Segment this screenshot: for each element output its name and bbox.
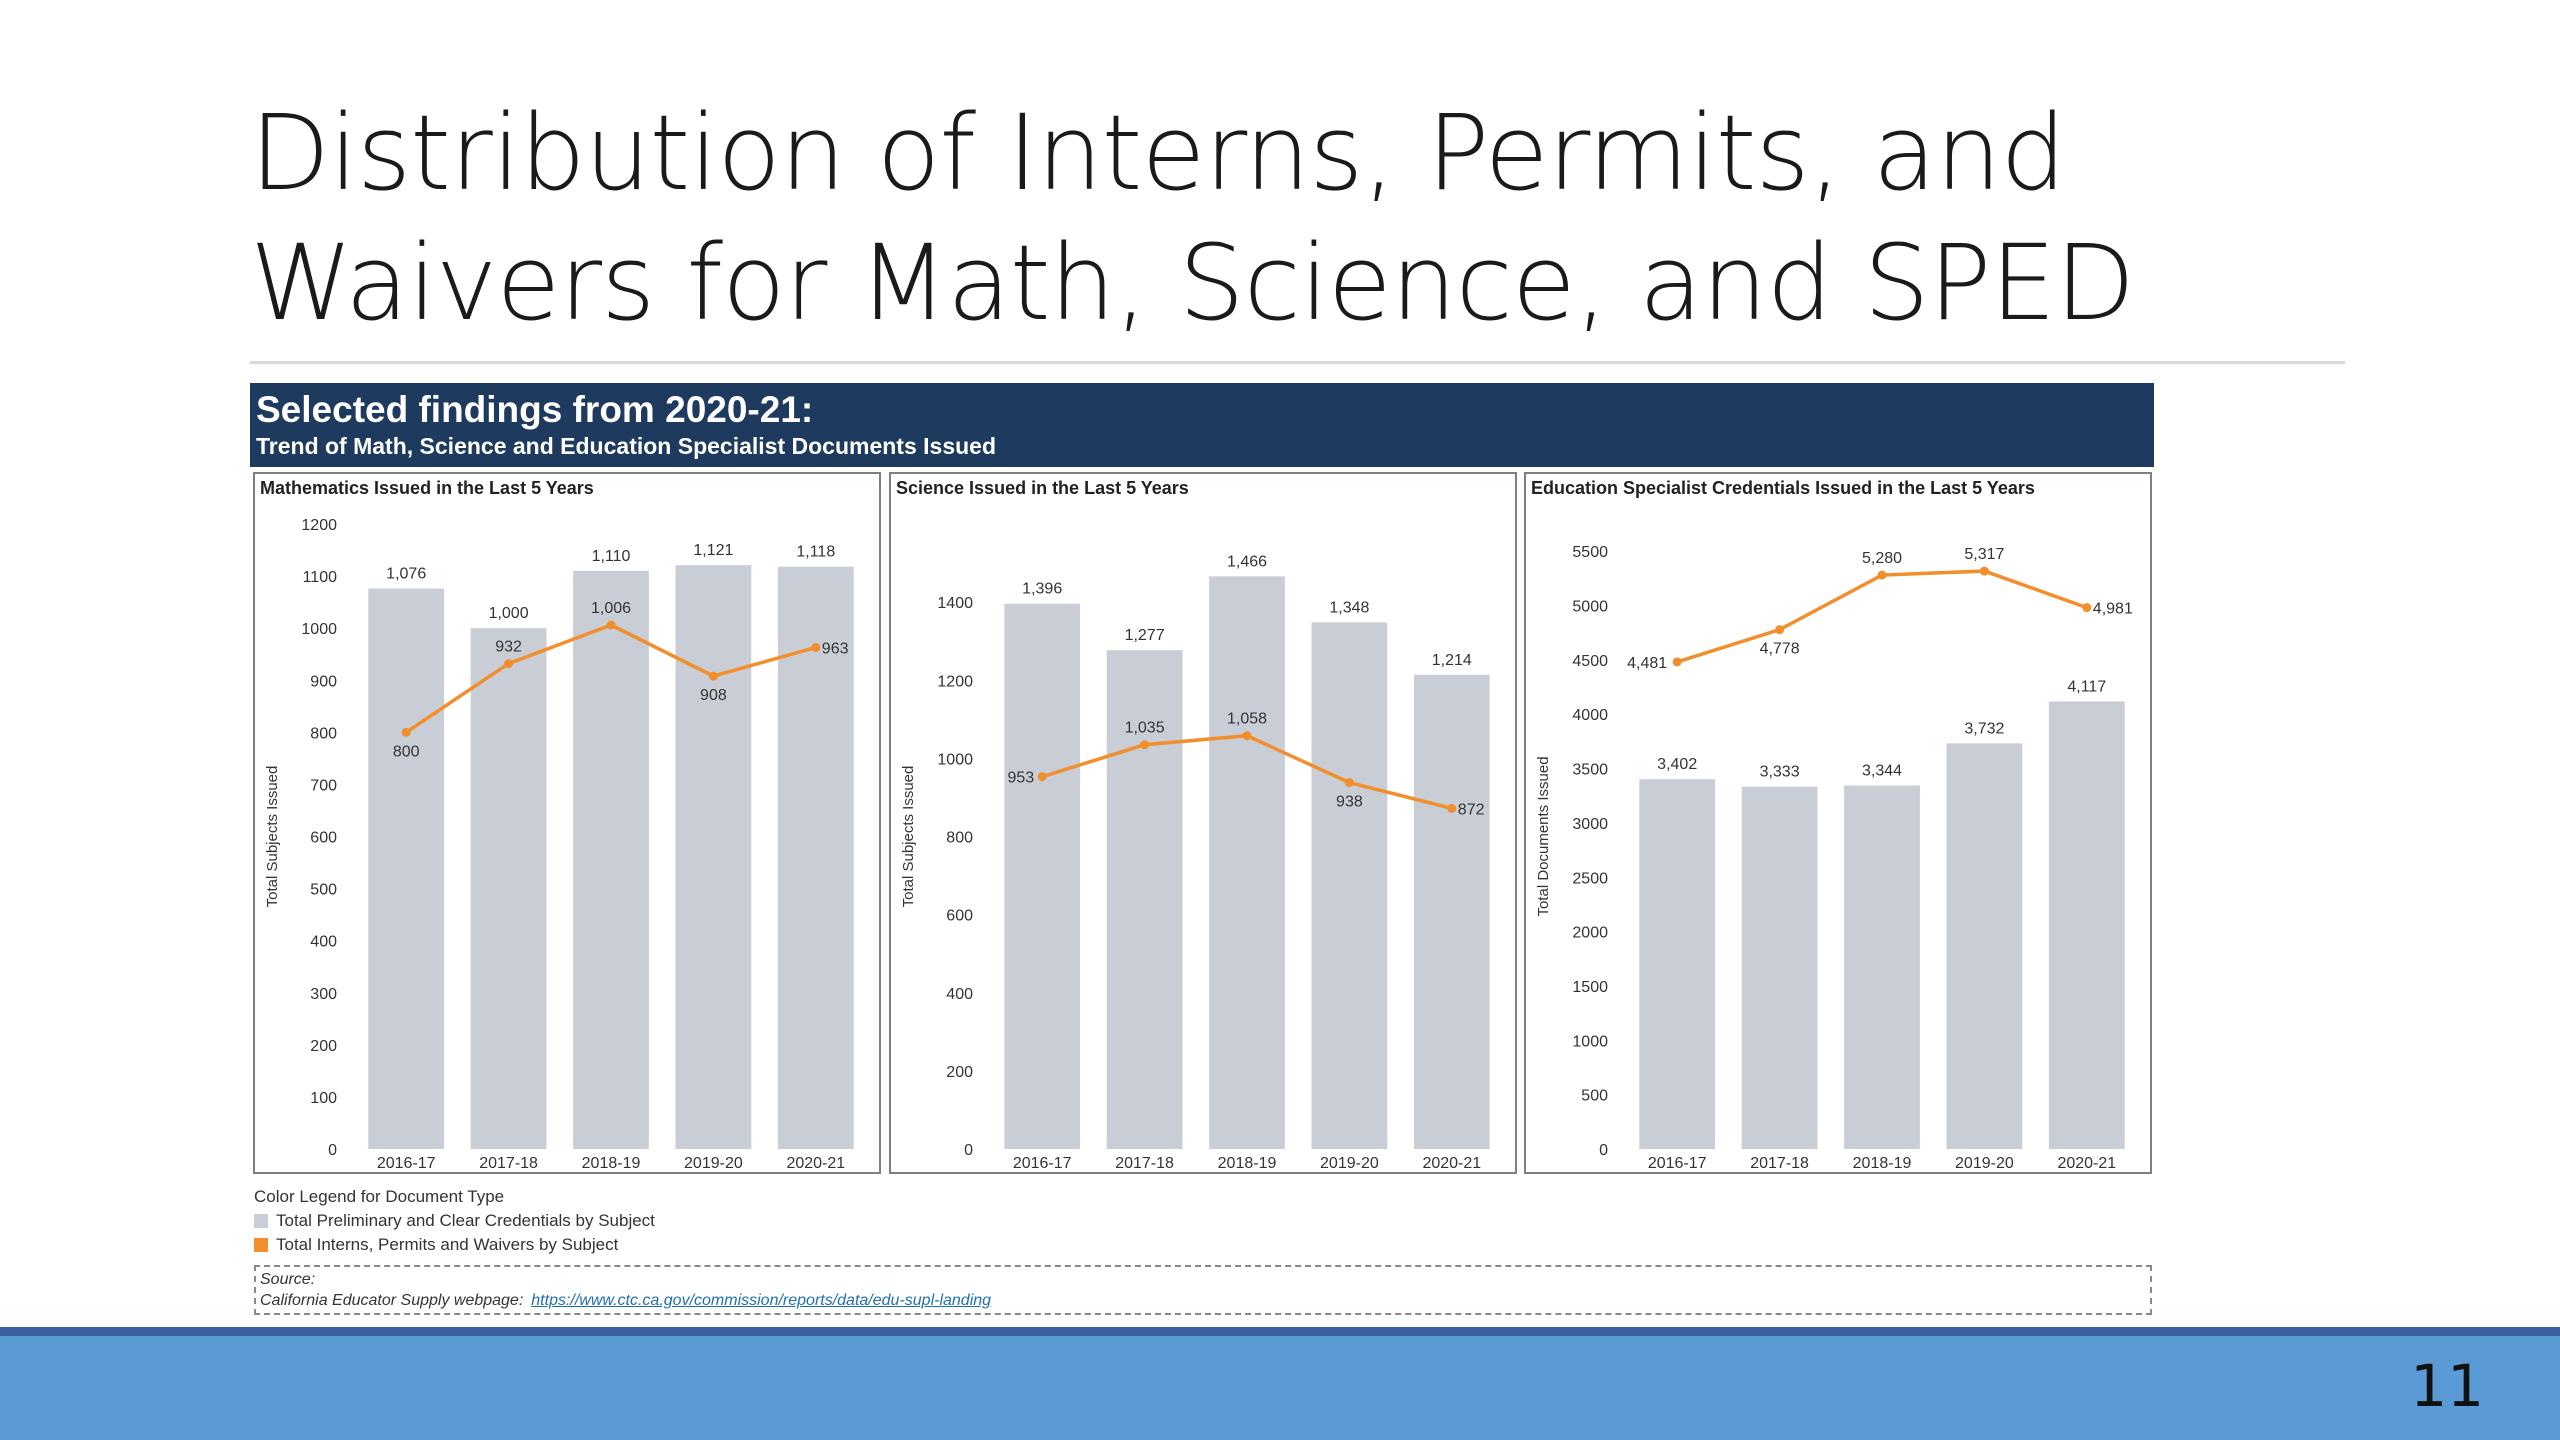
y-tick-label: 4500: [1572, 652, 1608, 670]
y-tick-label: 600: [310, 829, 337, 847]
y-tick-label: 3500: [1572, 761, 1608, 779]
legend-swatch-gray: [254, 1214, 268, 1228]
bar: [1414, 675, 1490, 1149]
color-legend: [254, 1185, 655, 1257]
findings-subtitle: Trend of Math, Science and Education Specialist Documents Issued: [256, 433, 996, 459]
x-tick-label: 2019-20: [684, 1155, 743, 1172]
y-tick-label: 400: [946, 985, 973, 1003]
page-number: 11: [2410, 1352, 2484, 1420]
x-tick-label: 2016-17: [1012, 1155, 1072, 1172]
bar: [1209, 576, 1285, 1149]
y-tick-label: 1400: [937, 595, 973, 613]
bar: [368, 589, 444, 1149]
x-tick-label: 2018-19: [1217, 1155, 1277, 1172]
y-axis-label: Total Documents Issued: [1535, 756, 1552, 917]
x-tick-label: 2016-17: [376, 1155, 436, 1172]
line-data-label: 938: [1336, 793, 1363, 811]
line-data-label: 4,481: [1627, 654, 1668, 672]
footer-divider: [0, 1327, 2560, 1336]
math-chart-panel: [253, 472, 881, 1174]
x-tick-label: 2017-18: [1115, 1155, 1174, 1172]
x-tick-label: 2019-20: [1320, 1155, 1379, 1172]
line-point: [1345, 778, 1354, 787]
line-point: [504, 659, 513, 668]
x-tick-label: 2016-17: [1647, 1155, 1707, 1172]
slide-title-line-1: Distribution of Interns, Permits, and: [250, 92, 2066, 214]
y-tick-label: 300: [310, 985, 337, 1003]
bar: [1639, 779, 1715, 1149]
y-tick-label: 2000: [1572, 924, 1608, 942]
bar-data-label: 3,732: [1964, 720, 2005, 738]
source-label: Source:: [260, 1271, 316, 1288]
line-data-label: 953: [1007, 769, 1035, 787]
science-chart-panel: [889, 472, 1517, 1174]
legend-swatch-orange: [254, 1238, 268, 1252]
y-tick-label: 1000: [1572, 1033, 1608, 1051]
line-data-label: 872: [1457, 801, 1485, 819]
line-point: [1140, 740, 1149, 749]
bar-data-label: 1,110: [591, 547, 631, 565]
y-tick-label: 400: [310, 933, 337, 951]
bar-data-label: 1,118: [796, 543, 836, 561]
line-data-label: 4,778: [1759, 640, 1800, 658]
y-tick-label: 700: [310, 777, 337, 795]
y-tick-label: 800: [310, 725, 337, 743]
bar: [1312, 622, 1388, 1149]
bar: [1004, 604, 1080, 1149]
y-tick-label: 2500: [1572, 870, 1608, 888]
y-tick-label: 3000: [1572, 815, 1608, 833]
line-point: [811, 643, 820, 652]
line-data-label: 800: [392, 743, 420, 761]
bar: [1742, 787, 1818, 1149]
line-point: [709, 672, 718, 681]
y-tick-label: 1000: [937, 751, 973, 769]
line-point: [1980, 567, 1989, 576]
y-tick-label: 900: [310, 673, 337, 691]
x-tick-label: 2020-21: [1422, 1155, 1482, 1172]
x-tick-label: 2020-21: [2057, 1155, 2117, 1172]
bar-data-label: 1,348: [1329, 599, 1370, 617]
chart-svg: [891, 474, 1515, 1172]
slide-title: [250, 88, 2350, 348]
bar-data-label: 1,121: [693, 542, 734, 560]
y-tick-label: 1200: [301, 517, 337, 534]
legend-label-interns: Total Interns, Permits and Waivers by Subject: [276, 1235, 619, 1254]
legend-item-interns: [254, 1233, 655, 1257]
line-point: [1447, 804, 1456, 813]
y-tick-label: 500: [310, 881, 337, 899]
line-point: [1243, 731, 1252, 740]
y-tick-label: 5000: [1572, 598, 1608, 616]
y-tick-label: 200: [946, 1063, 973, 1081]
line-data-label: 908: [700, 687, 727, 705]
y-tick-label: 500: [1581, 1087, 1608, 1105]
series-line: [1677, 571, 2087, 662]
legend-title: Color Legend for Document Type: [254, 1187, 505, 1206]
line-point: [1038, 772, 1047, 781]
chart-title: Mathematics Issued in the Last 5 Years: [260, 478, 594, 498]
y-axis-label: Total Subjects Issued: [264, 765, 281, 908]
y-tick-label: 100: [310, 1089, 337, 1107]
y-tick-label: 1000: [301, 621, 337, 639]
chart-svg: [255, 474, 879, 1172]
line-data-label: 963: [821, 640, 849, 658]
line-point: [607, 621, 616, 630]
x-tick-label: 2019-20: [1955, 1155, 2014, 1172]
findings-header: [250, 383, 2154, 467]
x-tick-label: 2017-18: [1750, 1155, 1809, 1172]
bar: [573, 571, 649, 1149]
y-tick-label: 5500: [1572, 544, 1608, 562]
bar-data-label: 4,117: [2067, 678, 2107, 696]
line-point: [1878, 571, 1887, 580]
bar-data-label: 1,000: [488, 605, 529, 623]
bar-data-label: 3,333: [1759, 763, 1800, 781]
legend-label-credentials: Total Preliminary and Clear Credentials by Subject: [276, 1211, 655, 1230]
y-tick-label: 0: [328, 1142, 337, 1159]
bar-data-label: 1,214: [1431, 651, 1472, 669]
x-tick-label: 2017-18: [479, 1155, 538, 1172]
y-tick-label: 200: [310, 1037, 337, 1055]
x-tick-label: 2018-19: [1852, 1155, 1912, 1172]
line-data-label: 5,280: [1861, 550, 1903, 568]
line-data-label: 932: [495, 638, 522, 656]
bar-data-label: 1,396: [1022, 580, 1063, 598]
bar: [1844, 786, 1920, 1149]
source-box: [254, 1265, 2152, 1315]
bar: [2049, 702, 2125, 1150]
bar-data-label: 1,277: [1124, 627, 1165, 645]
line-data-label: 1,035: [1124, 719, 1165, 737]
bar-data-label: 1,076: [386, 565, 427, 583]
y-tick-label: 600: [946, 907, 973, 925]
bar: [676, 565, 752, 1149]
legend-item-credentials: [254, 1209, 655, 1233]
x-tick-label: 2020-21: [786, 1155, 846, 1172]
line-data-label: 4,981: [2092, 600, 2133, 618]
chart-title: Science Issued in the Last 5 Years: [896, 478, 1189, 498]
line-point: [1775, 625, 1784, 634]
y-tick-label: 1500: [1572, 978, 1608, 996]
title-divider: [250, 361, 2345, 364]
chart-svg: [1526, 474, 2150, 1172]
y-tick-label: 0: [964, 1142, 973, 1159]
bar-data-label: 1,466: [1226, 553, 1268, 571]
bar-data-label: 3,344: [1861, 762, 1903, 780]
source-text: California Educator Supply webpage:: [260, 1292, 524, 1309]
line-data-label: 1,006: [590, 600, 632, 618]
slide-title-line-2: Waivers for Math, Science, and SPED: [250, 222, 2135, 344]
sped-chart-panel: [1524, 472, 2152, 1174]
line-data-label: 1,058: [1226, 710, 1268, 728]
line-data-label: 5,317: [1964, 546, 2005, 564]
bar: [471, 628, 547, 1149]
x-tick-label: 2018-19: [581, 1155, 641, 1172]
y-tick-label: 4000: [1572, 707, 1608, 725]
y-axis-label: Total Subjects Issued: [900, 765, 917, 908]
footer-band: [0, 1336, 2560, 1440]
line-point: [1673, 657, 1682, 666]
line-point: [402, 728, 411, 737]
y-tick-label: 800: [946, 829, 973, 847]
y-tick-label: 1100: [302, 569, 337, 587]
source-link[interactable]: https://www.ctc.ca.gov/commission/reports/data/edu-supl-landing: [531, 1292, 992, 1309]
y-tick-label: 0: [1599, 1142, 1608, 1159]
findings-title: Selected findings from 2020-21:: [256, 389, 814, 430]
bar-data-label: 3,402: [1657, 756, 1698, 774]
bar: [1947, 743, 2023, 1149]
y-tick-label: 1200: [937, 673, 973, 691]
chart-title: Education Specialist Credentials Issued in the Last 5 Years: [1531, 478, 2035, 498]
line-point: [2082, 603, 2091, 612]
